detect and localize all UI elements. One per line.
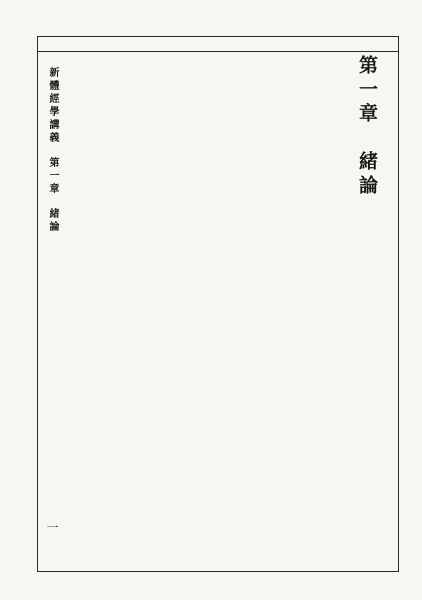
footer-chapter: 第一章 [47,157,58,196]
chapter-number: 第一章 [356,55,378,127]
chapter-heading [357,55,376,199]
chapter-title: 緒論 [356,151,378,199]
page-frame [37,36,399,572]
page-number: 一 [45,521,59,533]
footer-book-title: 新體經學講義 [47,67,58,145]
running-footer [47,67,57,234]
footer-section: 緒論 [47,208,58,234]
header-strip [38,37,398,52]
